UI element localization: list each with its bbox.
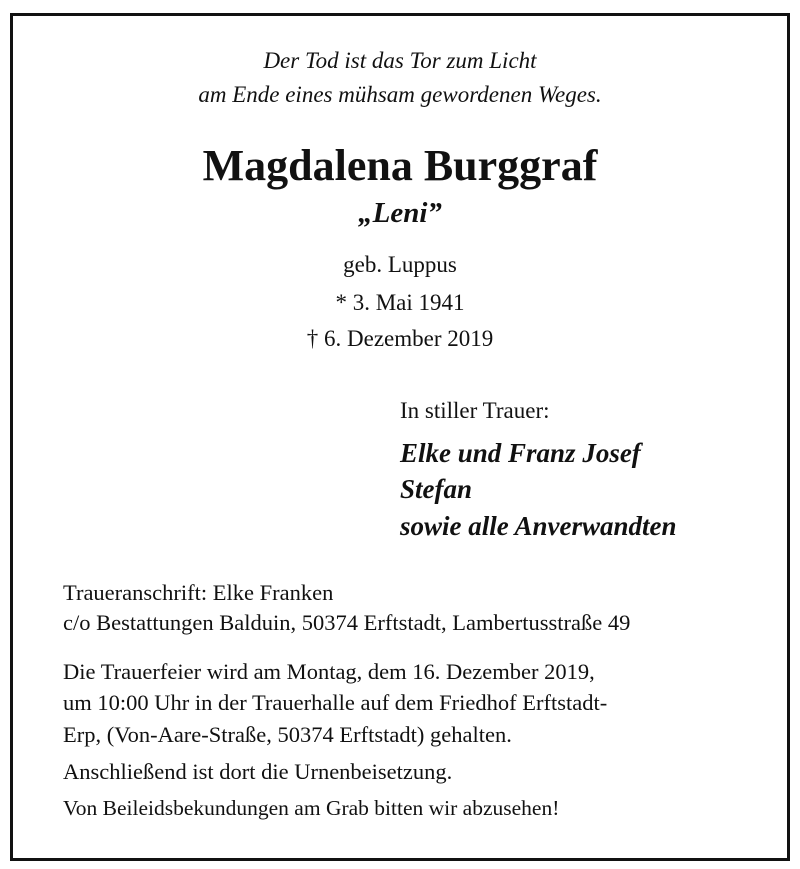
ceremony-line-3: Erp, (Von-Aare-Straße, 50374 Erftstadt) gehalten. xyxy=(63,722,512,747)
ceremony-line-1: Die Trauerfeier wird am Montag, dem 16. Dezember 2019, xyxy=(63,659,595,684)
motto-line-1: Der Tod ist das Tor zum Licht xyxy=(263,48,537,73)
nickname: „Leni” xyxy=(358,197,442,229)
birth-date: * 3. Mai 1941 xyxy=(335,290,465,315)
mourner-line-2: Stefan xyxy=(400,474,473,504)
death-date: † 6. Dezember 2019 xyxy=(306,326,494,351)
birth-name: geb. Luppus xyxy=(343,252,457,277)
notice-frame xyxy=(10,13,790,861)
ceremony-line-2: um 10:00 Uhr in der Trauerhalle auf dem Friedhof Erftstadt- xyxy=(63,690,608,715)
motto-line-2: am Ende eines mühsam gewordenen Weges. xyxy=(198,82,602,107)
condolences-line: Von Beileidsbekundungen am Grab bitten wir abzusehen! xyxy=(63,796,560,820)
address-line-1: Traueranschrift: Elke Franken xyxy=(63,580,334,605)
mourner-line-1: Elke und Franz Josef xyxy=(400,438,641,468)
deceased-name: Magdalena Burggraf xyxy=(202,141,598,190)
mourning-label: In stiller Trauer: xyxy=(400,398,550,423)
mourner-line-3: sowie alle Anverwandten xyxy=(400,511,677,541)
urn-burial-line: Anschließend ist dort die Urnenbeisetzung. xyxy=(63,759,453,784)
address-line-2: c/o Bestattungen Balduin, 50374 Erftstadt, Lambertusstraße 49 xyxy=(63,610,631,635)
